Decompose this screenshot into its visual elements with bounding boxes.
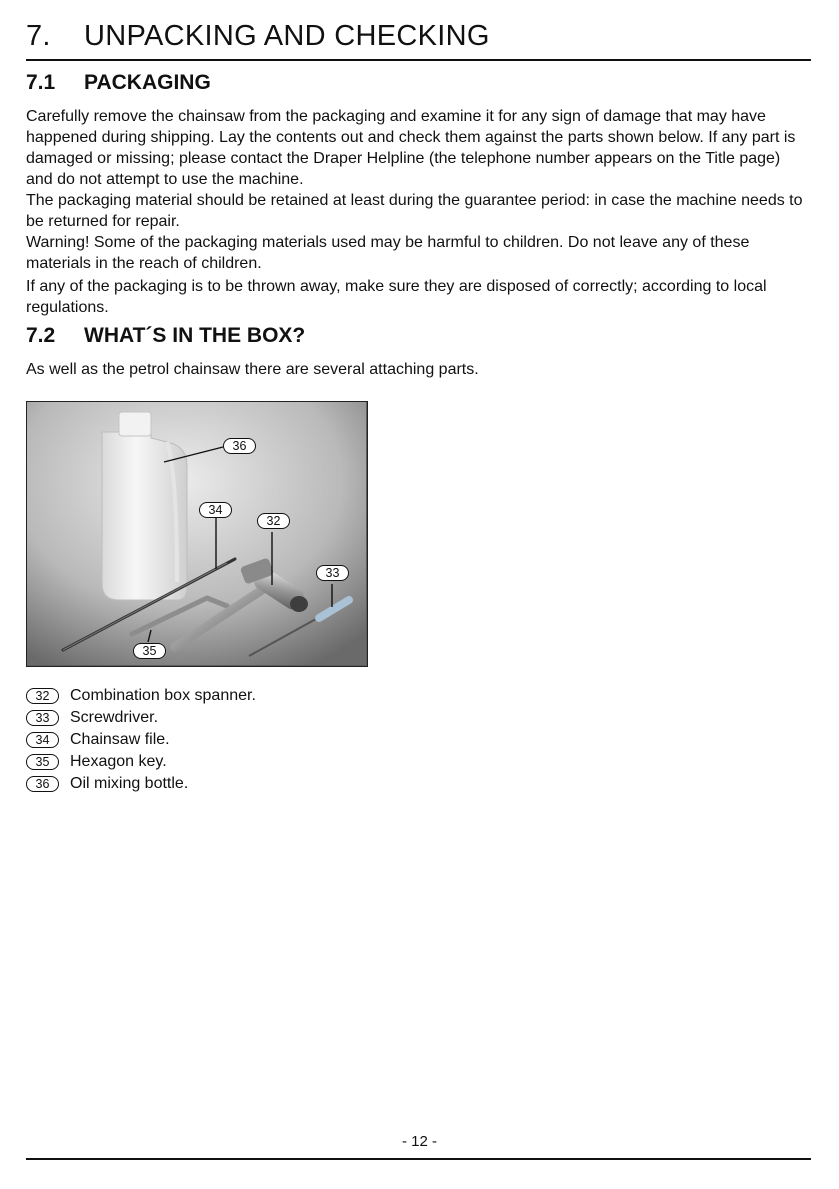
section-heading-whats-in-box: [26, 324, 305, 348]
callout-34: 34: [199, 502, 232, 518]
section-number: 7.1: [26, 71, 56, 94]
section-title: WHAT´S IN THE BOX?: [84, 324, 306, 347]
paragraph-intro: As well as the petrol chainsaw there are several attaching parts.: [26, 361, 479, 378]
top-rule: [26, 59, 811, 61]
callout-32: 32: [257, 513, 290, 529]
legend-label: Chainsaw file.: [70, 731, 170, 748]
section-title: PACKAGING: [84, 71, 211, 94]
chapter-number: 7.: [26, 20, 51, 52]
callout-33: 33: [316, 565, 349, 581]
chapter-heading: [26, 20, 811, 53]
callout-35: 35: [133, 643, 166, 659]
legend-label: Oil mixing bottle.: [70, 775, 189, 792]
page-number: - 12 -: [401, 1133, 437, 1150]
callout-36: 36: [223, 438, 256, 454]
legend-number: 33: [26, 710, 59, 726]
paragraph-retain: The packaging material should be retained at least during the guarantee period: in case the machine needs to be returned for repair.: [26, 192, 803, 230]
legend-label: Hexagon key.: [70, 753, 167, 770]
section-heading-packaging: [26, 71, 211, 95]
chapter-title: UNPACKING AND CHECKING: [84, 20, 490, 52]
legend-item: [26, 729, 256, 751]
legend-number: 35: [26, 754, 59, 770]
legend-item: [26, 751, 256, 773]
legend-number: 34: [26, 732, 59, 748]
section-number: 7.2: [26, 324, 56, 347]
paragraph-unpack: Carefully remove the chainsaw from the packaging and examine it for any sign of damage that may have happened during shipping. Lay the contents out and check them against the parts shown below. If any part is damaged or missing; please contact the Draper Helpline (the telephone number appears on the Title page) and do not attempt to use the machine.: [26, 108, 796, 188]
legend-label: Screwdriver.: [70, 709, 159, 726]
box-contents-illustration: [27, 402, 366, 665]
legend-item: [26, 773, 256, 795]
parts-legend: [26, 685, 256, 795]
paragraph-warning: Warning! Some of the packaging materials used may be harmful to children. Do not leave any of these materials in the reach of children.: [26, 234, 750, 272]
legend-item: [26, 707, 256, 729]
legend-number: 32: [26, 688, 59, 704]
legend-item: [26, 685, 256, 707]
box-contents-photo: [26, 401, 368, 667]
legend-label: Combination box spanner.: [70, 687, 256, 704]
legend-number: 36: [26, 776, 59, 792]
bottom-rule: [26, 1158, 811, 1160]
paragraph-disposal: If any of the packaging is to be thrown away, make sure they are disposed of correctly; according to local regulations.: [26, 278, 767, 316]
